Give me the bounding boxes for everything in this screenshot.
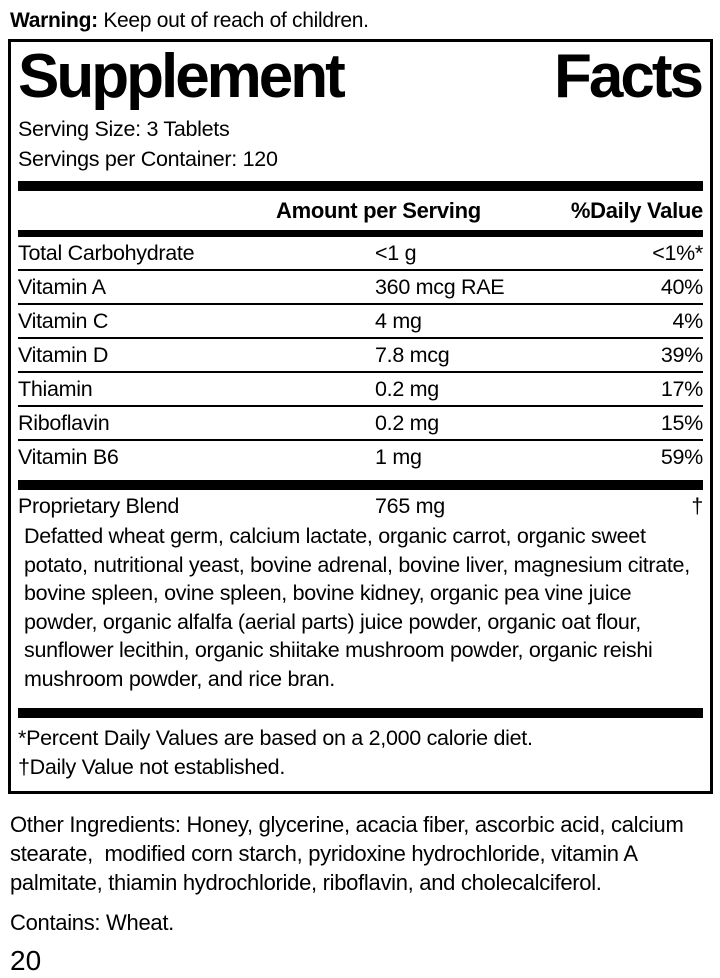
divider-thick-blend bbox=[18, 480, 703, 490]
nutrient-name: Vitamin D bbox=[18, 342, 109, 367]
nutrient-amount: 360 mcg RAE bbox=[375, 274, 505, 299]
nutrient-amount: 1 mg bbox=[375, 444, 422, 469]
nutrient-amount: 4 mg bbox=[375, 308, 422, 333]
serving-info bbox=[18, 115, 703, 173]
supplement-facts-panel bbox=[8, 39, 713, 794]
page-number: 20 bbox=[10, 944, 42, 976]
serving-size: Serving Size: 3 Tablets bbox=[18, 117, 230, 142]
table-header-row bbox=[18, 191, 703, 230]
table-row bbox=[18, 439, 703, 473]
warning-text: Keep out of reach of children. bbox=[97, 9, 369, 32]
nutrient-daily-value: 17% bbox=[660, 376, 703, 401]
nutrient-amount: 0.2 mg bbox=[375, 376, 439, 401]
panel-title-word-1: Supplement bbox=[18, 42, 343, 111]
footnote-dv-not-established: †Daily Value not established. bbox=[18, 755, 285, 780]
table-row bbox=[18, 269, 703, 303]
nutrient-name: Riboflavin bbox=[18, 410, 110, 435]
nutrient-name: Thiamin bbox=[18, 376, 93, 401]
table-row bbox=[18, 337, 703, 371]
proprietary-blend-row bbox=[18, 490, 703, 522]
blend-description: Defatted wheat germ, calcium lactate, organic carrot, organic sweet potato, nutritional yeast, bovine adrenal, bovine liver, magnesium citrate, bovine spleen, ovine spleen, bovine kidney, organic pea vine juice powder, organic alfalfa (aerial parts) juice powder, organic oat flour, sunflower lecithin, organic shiitake mushroom powder, organic reishi mushroom powder, and rice bran. bbox=[24, 523, 690, 691]
nutrient-name: Total Carbohydrate bbox=[18, 240, 195, 265]
panel-title-word-2: Facts bbox=[554, 42, 701, 111]
header-amount-per-serving: Amount per Serving bbox=[276, 197, 481, 223]
other-ingredients: Other Ingredients: Honey, glycerine, acacia fiber, ascorbic acid, calcium stearate, modified corn starch, pyridoxine hydrochloride, vitamin A palmitate, thiamin hydrochloride, riboflavin, and cholecalciferol. bbox=[10, 811, 690, 895]
table-row bbox=[18, 405, 703, 439]
nutrient-daily-value: 15% bbox=[660, 410, 703, 435]
table-row bbox=[18, 303, 703, 337]
table-row bbox=[18, 371, 703, 405]
nutrient-amount: 7.8 mcg bbox=[375, 342, 450, 367]
blend-daily-value: † bbox=[691, 493, 703, 518]
blend-name: Proprietary Blend bbox=[18, 493, 180, 518]
nutrient-amount: <1 g bbox=[375, 240, 417, 265]
warning-line bbox=[0, 0, 720, 39]
nutrient-daily-value: 40% bbox=[660, 274, 703, 299]
nutrient-name: Vitamin A bbox=[18, 274, 106, 299]
nutrient-daily-value: 39% bbox=[660, 342, 703, 367]
nutrient-amount: 0.2 mg bbox=[375, 410, 439, 435]
divider-thick-footnotes bbox=[18, 708, 703, 718]
nutrient-table bbox=[18, 237, 703, 473]
footnotes bbox=[18, 718, 703, 786]
footnote-percent-dv: *Percent Daily Values are based on a 2,000 calorie diet. bbox=[18, 725, 533, 750]
blend-amount: 765 mg bbox=[375, 493, 445, 518]
nutrient-daily-value: 4% bbox=[672, 308, 703, 333]
nutrient-name: Vitamin B6 bbox=[18, 444, 119, 469]
servings-per-container: Servings per Container: 120 bbox=[18, 146, 278, 171]
panel-title bbox=[18, 42, 703, 115]
warning-label: Warning: bbox=[10, 9, 98, 32]
table-row bbox=[18, 237, 703, 269]
nutrient-name: Vitamin C bbox=[18, 308, 109, 333]
divider-thick-top bbox=[18, 181, 703, 191]
nutrient-daily-value: 59% bbox=[660, 444, 703, 469]
allergen-statement: Contains: Wheat. bbox=[10, 909, 174, 935]
divider-medium-header bbox=[18, 230, 703, 237]
header-daily-value: %Daily Value bbox=[570, 197, 703, 223]
nutrient-daily-value: <1%* bbox=[652, 240, 703, 265]
